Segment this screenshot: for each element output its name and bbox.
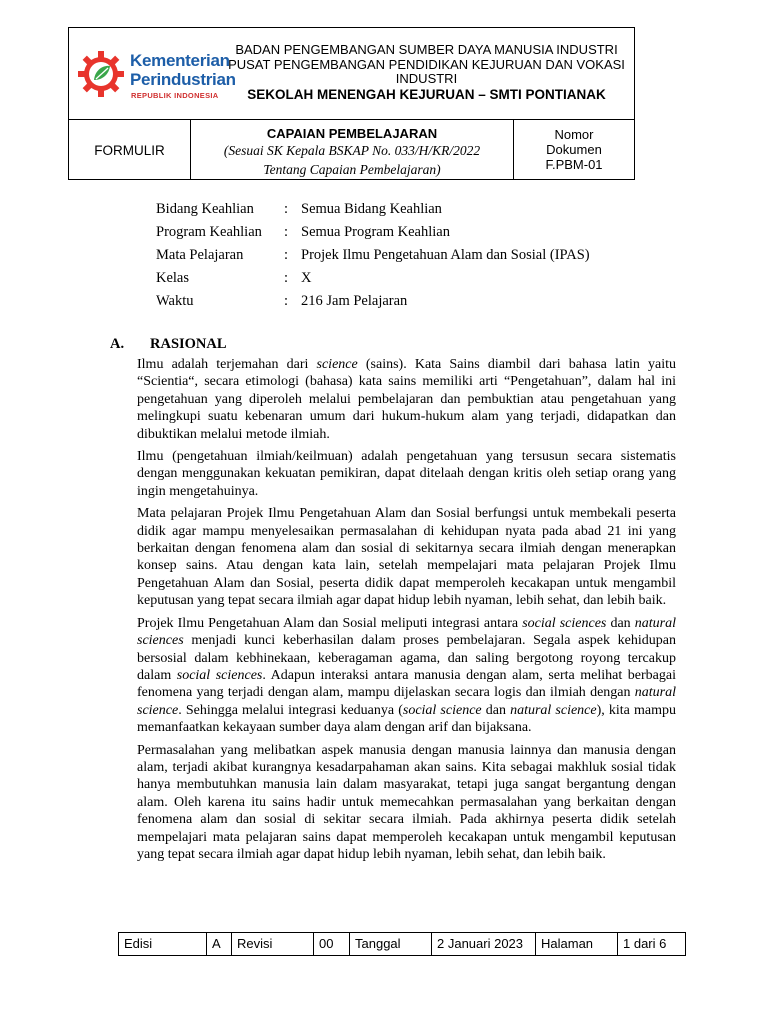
info-colon: :: [284, 224, 289, 240]
rasional-body: [137, 356, 676, 868]
info-colon: :: [284, 201, 289, 217]
italic-term: social sciences: [176, 667, 263, 683]
org-line-1: BADAN PENGEMBANGAN SUMBER DAYA MANUSIA INDUSTRI: [235, 42, 618, 57]
halaman-label: Halaman: [536, 933, 618, 955]
revisi-value: 00: [314, 933, 350, 955]
nomor-label: Nomor: [554, 127, 594, 142]
section-number: A.: [110, 336, 125, 352]
info-colon: :: [284, 293, 289, 309]
info-key: Program Keahlian: [156, 224, 262, 240]
info-key: Mata Pelajaran: [156, 247, 244, 263]
text-run: ), kita mampu memanfaatkan kekayaan sumber daya alam dengan arif dan bijaksana.: [137, 702, 677, 736]
paragraph-4: [137, 615, 676, 737]
info-row: [156, 293, 656, 316]
text-run: . Sehingga melalui integrasi keduanya (: [178, 702, 403, 718]
org-line-2: PUSAT PENGEMBANGAN PENDIDIKAN KEJURUAN DAN VOKASI: [228, 56, 625, 72]
paragraph-1: [137, 356, 676, 443]
info-value: X: [301, 270, 312, 286]
document-subtitle-2: Tentang Capaian Pembelajaran): [263, 162, 441, 177]
info-key: Waktu: [156, 293, 194, 309]
italic-term: natural science: [510, 702, 597, 718]
edisi-label: Edisi: [119, 933, 207, 955]
halaman-value: 1 dari 6: [623, 936, 667, 951]
document-title-cell: [191, 120, 514, 180]
section-heading: [110, 336, 227, 353]
info-value: Semua Bidang Keahlian: [301, 201, 442, 217]
header-org-title: [219, 43, 634, 102]
info-value: Semua Program Keahlian: [301, 224, 450, 240]
header-row-top: [69, 28, 634, 120]
info-row: [156, 224, 656, 247]
info-row: [156, 270, 656, 293]
info-key: Bidang Keahlian: [156, 201, 254, 217]
italic-term: social sciences: [522, 615, 607, 631]
document-header: [68, 27, 635, 180]
text-run: dan: [606, 615, 635, 631]
school-name: SEKOLAH MENENGAH KEJURUAN – SMTI PONTIANAK: [247, 86, 606, 102]
paragraph-2: Ilmu (pengetahuan ilmiah/keilmuan) adalah pengetahuan yang tersusun secara sistematis dengan menggunakan kekuatan pemikiran, dapat ditelaah dengan kritis oleh setiap orang yang ingin mengetahuinya.: [137, 449, 676, 499]
italic-term: science: [316, 357, 358, 372]
text-run: Ilmu adalah terjemahan dari: [137, 357, 317, 372]
text-run: Projek Ilmu Pengetahuan Alam dan Sosial meliputi integrasi antara: [137, 615, 523, 631]
kemenperin-logo: [75, 46, 236, 106]
tanggal-label: Tanggal: [350, 933, 432, 955]
logo-text-kementerian: Kementerian: [130, 51, 230, 70]
document-number: F.PBM-01: [545, 157, 603, 172]
gear-logo-icon: [77, 50, 125, 98]
header-row-bottom: [69, 120, 634, 180]
document-title: CAPAIAN PEMBELAJARAN: [266, 126, 438, 141]
paragraph-5: Permasalahan yang melibatkan aspek manusia dengan manusia lainnya dan manusia dengan alam, terjadi akibat kurangnya kesadarpahaman akan sains. Kita sebagai makhluk sosial tidak hanya membutuhkan manusia lain dalam masyarakat, tetapi juga sangat bergantung dengan alam. Oleh karena itu sains hadir untuk memecahkan permasalahan yang berkaitan dengan fenomena alam dan sosial di sekitar secara ilmiah. Pada akhirnya peserta didik setelah mempelajari mata pelajaran sains dapat memperoleh kecakapan untuk mengambil keputusan yang tepat secara ilmiah agar dapat hidup lebih nyaman, lebih sehat, dan lebih baik.: [137, 742, 676, 862]
document-number-cell: [514, 120, 634, 180]
formulir-label: FORMULIR: [69, 120, 191, 180]
logo-text-republik: REPUBLIK INDONESIA: [131, 91, 219, 100]
dokumen-label: Dokumen: [546, 142, 602, 157]
text-run: dan: [481, 702, 511, 718]
italic-term: natural sciences: [137, 615, 677, 649]
section-title: RASIONAL: [150, 336, 227, 352]
logo-text-perindustrian: Perindustrian: [130, 70, 236, 89]
course-info-list: [156, 201, 656, 316]
info-value: Projek Ilmu Pengetahuan Alam dan Sosial (IPAS): [301, 247, 590, 263]
revisi-label: Revisi: [232, 933, 314, 955]
info-colon: :: [284, 270, 289, 286]
info-colon: :: [284, 247, 289, 263]
document-subtitle-1: (Sesuai SK Kepala BSKAP No. 033/H/KR/2022: [223, 143, 481, 158]
edisi-value: A: [207, 933, 232, 955]
info-row: [156, 247, 656, 270]
paragraph-3: Mata pelajaran Projek Ilmu Pengetahuan Alam dan Sosial berfungsi untuk membekali peserta didik agar mampu menyelesaikan permasalahan di kehidupan nyata pada abad 21 ini yang berkaitan dengan fenomena alam dan sosial di sekitarnya secara ilmiah dengan menerapkan konsep sains. Atau dengan kata lain, setelah mempelajari mata pelajaran Projek Ilmu Pengetahuan Alam dan Sosial, peserta didik dapat memperoleh kecakapan untuk mengambil keputusan yang tepat secara ilmiah agar dapat hidup lebih nyaman, lebih sehat, dan lebih baik.: [137, 506, 676, 609]
info-value: 216 Jam Pelajaran: [301, 293, 408, 309]
text-run: . Adapun interaksi antara manusia dengan alam, serta melihat berbagai fenomena yang terjadi dengan alam, mampu dijelaskan secara logis dan ilmiah dengan: [137, 667, 676, 701]
tanggal-value: 2 Januari 2023: [432, 933, 536, 955]
info-row: [156, 201, 656, 224]
org-line-3: INDUSTRI: [395, 71, 458, 86]
text-run: menjadi kunci keberhasilan dalam proses pembelajaran. Segala aspek kehidupan bersosial dalam kebhinekaan, keberagaman agama, dan saling bergotong royong tercakup dalam: [137, 633, 676, 683]
italic-term: natural science: [137, 685, 676, 718]
text-run: (sains). Kata Sains diambil dari bahasa latin yaitu “Scientia“, secara etimologi (bahasa) kata sains memiliki arti “Pengetahuan”, dalam hal ini pengetahuan yang diperoleh melalui pembelajaran dan pembuktian atau pengetahuan yang melingkupi suatu kebenaran umum dari hukum-hukum alam yang terjadi, didapatkan dan dibuktikan melalui metode ilmiah.: [137, 357, 676, 442]
document-footer: [118, 932, 686, 956]
italic-term: social science: [402, 702, 482, 718]
info-key: Kelas: [156, 270, 190, 286]
